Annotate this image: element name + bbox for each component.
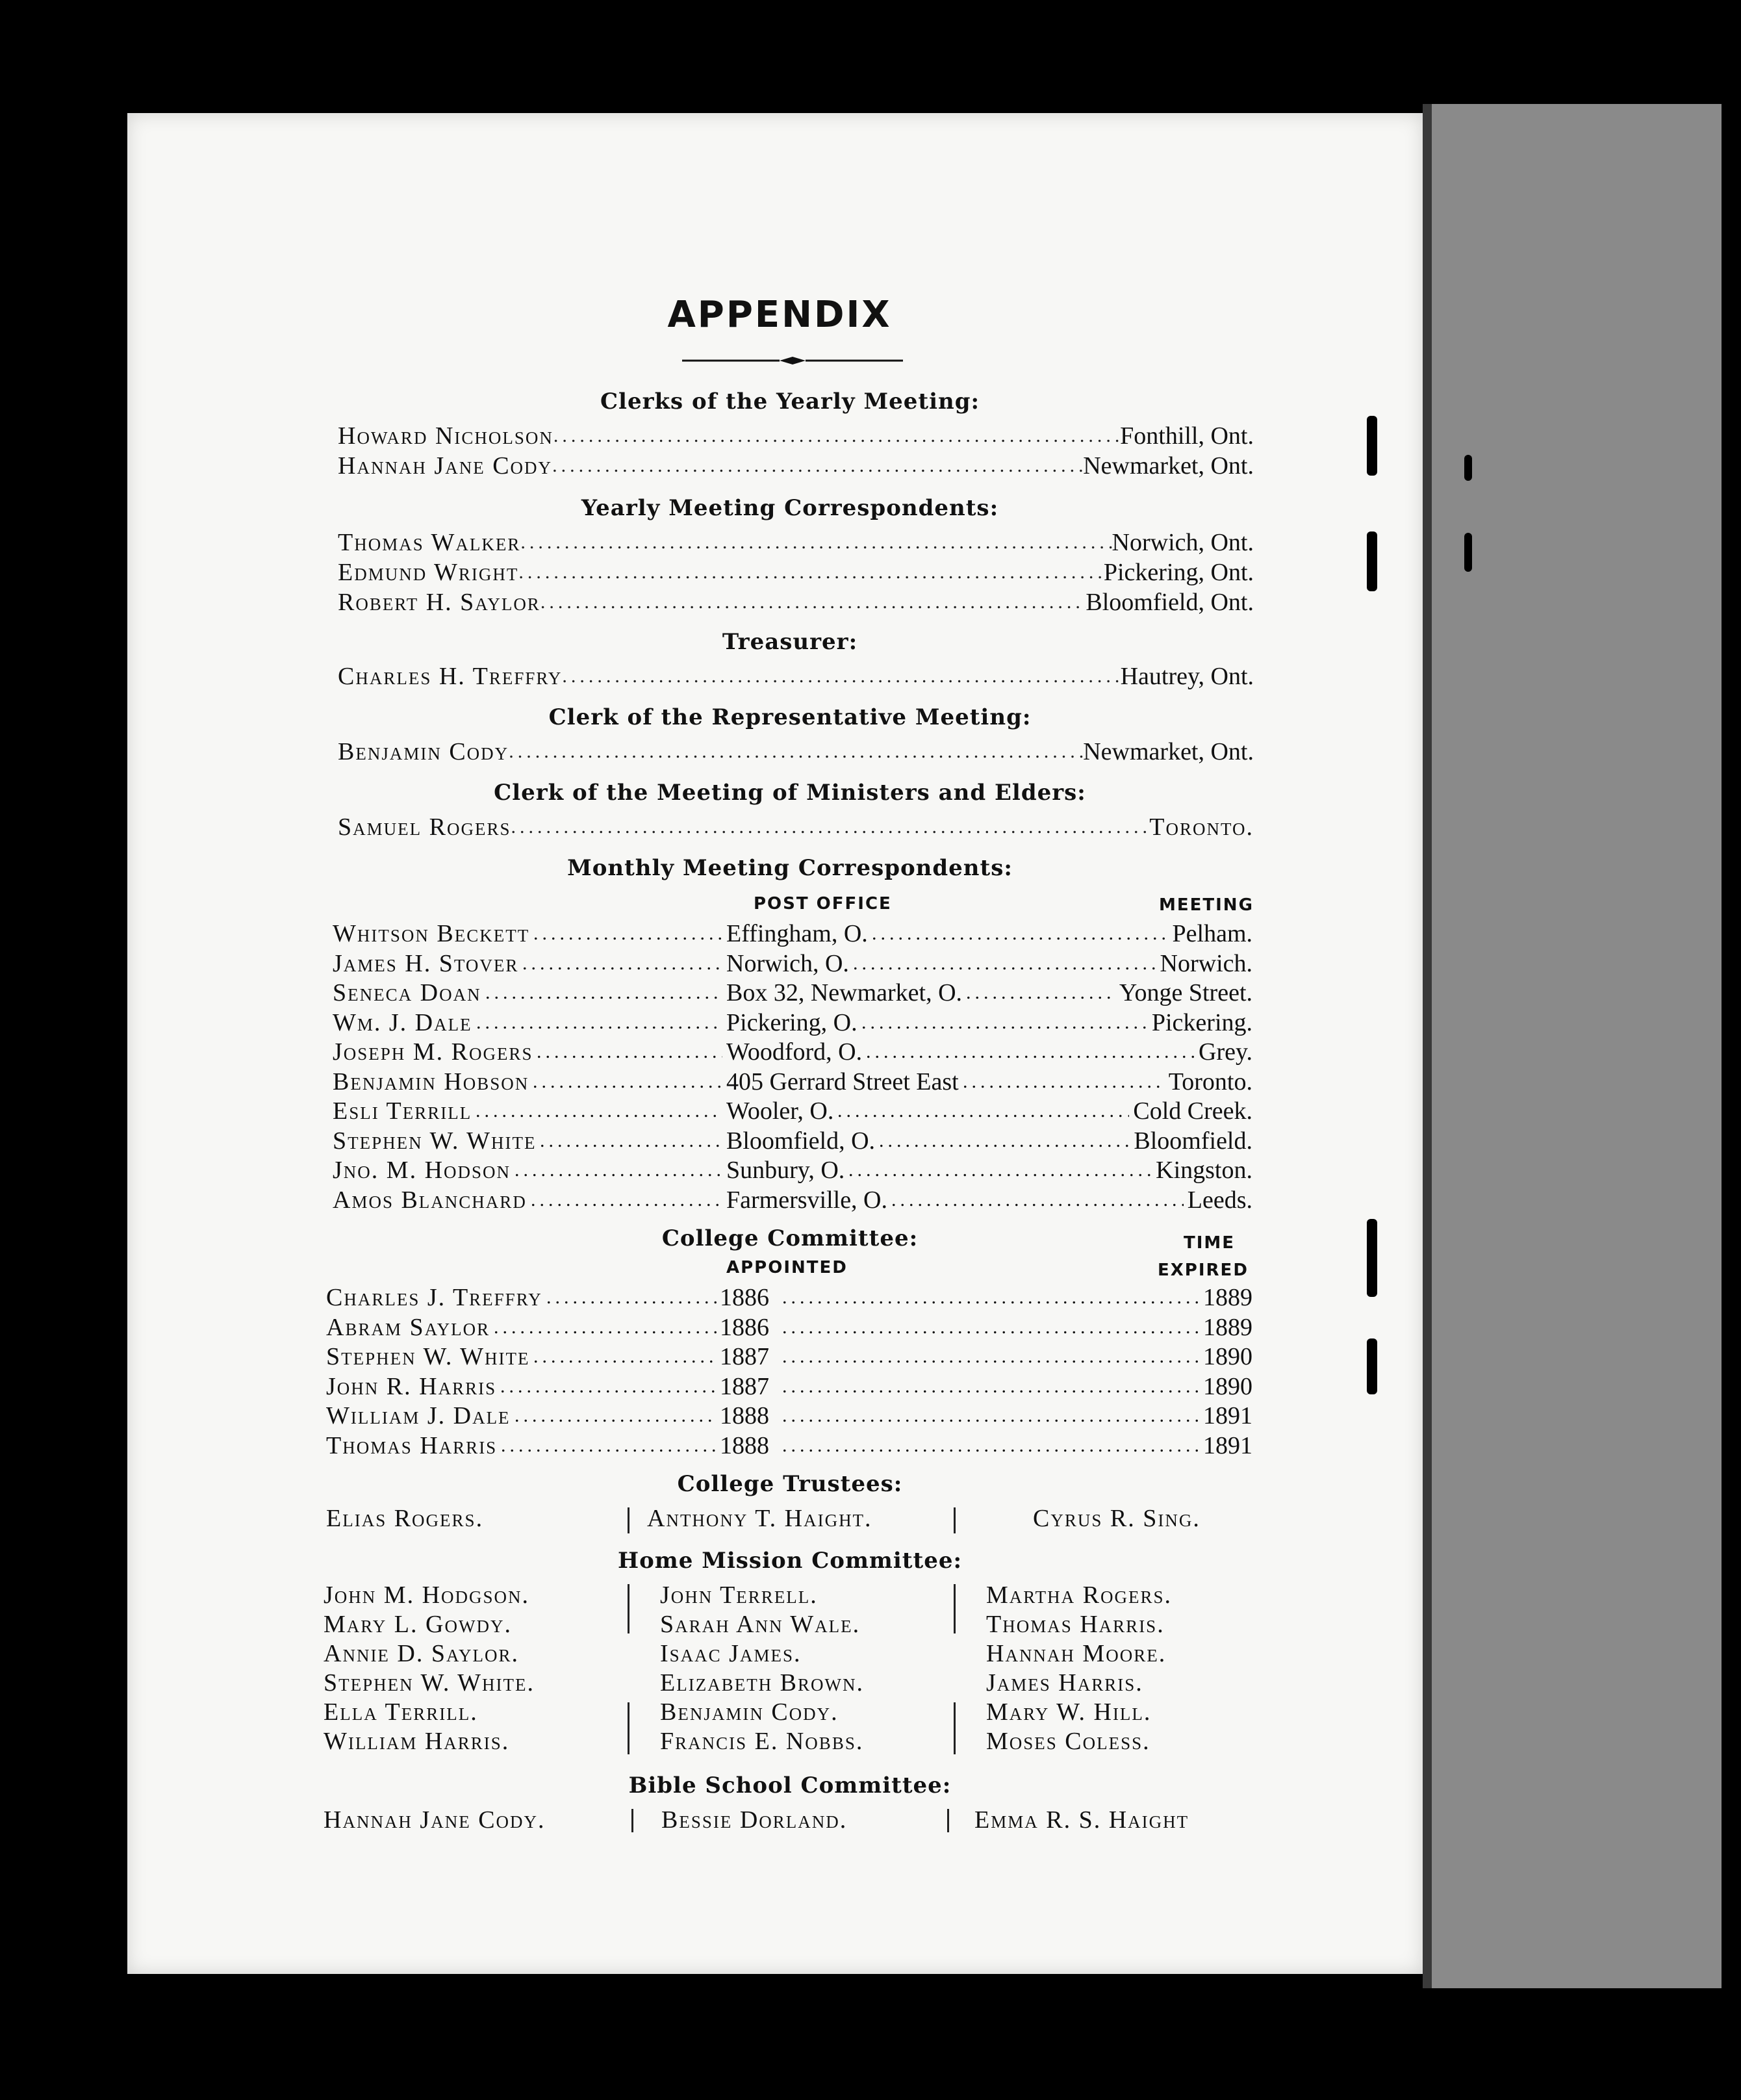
section-heading-clerk-representative: Clerk of the Representative Meeting:	[548, 704, 1032, 730]
list-item	[338, 528, 1254, 557]
list-item	[338, 737, 1254, 767]
list-item	[338, 661, 1254, 691]
dot-leader	[879, 1126, 1130, 1156]
meeting-name: Cold Creek.	[1133, 1097, 1252, 1125]
column-divider	[631, 1809, 633, 1832]
committee-member-name: Annie D. Saylor.	[324, 1640, 520, 1667]
committee-member-name: Elizabeth Brown.	[660, 1669, 865, 1697]
correspondent-name: James H. Stover	[333, 949, 519, 977]
committee-member-name: Francis E. Nobbs.	[660, 1728, 864, 1755]
column-divider	[954, 1702, 956, 1754]
correspondent-name: Stephen W. White	[333, 1127, 537, 1155]
column-header-time: TIME	[1184, 1233, 1236, 1253]
year-appointed: 1888	[720, 1402, 769, 1429]
committee-member-name: Ella Terrill.	[324, 1698, 478, 1726]
year-appointed: 1887	[720, 1372, 769, 1400]
meeting-name: Bloomfield.	[1134, 1127, 1252, 1155]
post-office: Woodford, O.	[726, 1038, 863, 1066]
list-item	[338, 421, 1254, 451]
column-divider	[628, 1584, 629, 1633]
entry-place: Toronto.	[1149, 813, 1254, 841]
correspondent-name: Amos Blanchard	[333, 1186, 527, 1214]
entry-name: Edmund Wright	[338, 559, 519, 586]
committee-member-name: John Terrell.	[660, 1581, 818, 1609]
table-row	[0, 949, 1299, 979]
dot-leader	[782, 1401, 1201, 1431]
entry-place: Norwich, Ont.	[1112, 529, 1254, 556]
column-divider	[628, 1507, 629, 1533]
entry-name: Howard Nicholson	[338, 422, 553, 450]
committee-member-name: Moses Coless.	[986, 1728, 1150, 1755]
entry-name: Thomas Walker	[338, 529, 521, 556]
meeting-name: Yonge Street.	[1119, 979, 1252, 1006]
year-expired: 1890	[1203, 1372, 1252, 1400]
dot-leader	[511, 812, 1149, 842]
section-heading-home-mission: Home Mission Committee:	[617, 1548, 963, 1574]
table-row	[0, 1283, 1299, 1312]
section-heading-yearly-correspondents: Yearly Meeting Correspondents:	[581, 495, 999, 521]
section-heading-clerks-yearly: Clerks of the Yearly Meeting:	[600, 389, 980, 415]
table-row	[0, 1401, 1299, 1431]
dot-leader	[848, 1155, 1152, 1185]
table-row	[0, 1372, 1299, 1402]
year-expired: 1889	[1203, 1284, 1252, 1311]
dot-leader	[963, 1067, 1165, 1097]
section-heading-monthly-correspondents: Monthly Meeting Correspondents:	[567, 855, 1013, 881]
dot-leader	[515, 1401, 717, 1431]
dot-leader	[520, 528, 1112, 557]
dot-leader	[782, 1312, 1201, 1342]
column-divider	[954, 1507, 956, 1533]
section-heading-college-committee: College Committee:	[661, 1225, 919, 1251]
dot-leader	[500, 1372, 717, 1402]
committee-member-name: James Harris.	[986, 1669, 1143, 1697]
year-expired: 1891	[1203, 1431, 1252, 1459]
trustee-name: Anthony T. Haight.	[647, 1505, 872, 1532]
correspondent-name: Benjamin Hobson	[333, 1068, 529, 1095]
dot-leader	[853, 949, 1156, 979]
table-row	[0, 1067, 1299, 1097]
correspondent-name: Whitson Beckett	[333, 920, 530, 947]
table-row	[0, 1008, 1299, 1038]
year-appointed: 1886	[720, 1313, 769, 1341]
dot-leader	[546, 1283, 717, 1312]
section-heading-treasurer: Treasurer:	[722, 629, 858, 655]
committee-member-name: John M. Hodgson.	[324, 1581, 530, 1609]
entry-place: Newmarket, Ont.	[1083, 738, 1254, 765]
section-heading-bible-school: Bible School Committee:	[628, 1773, 952, 1799]
dot-leader	[782, 1372, 1201, 1402]
entry-name: Robert H. Saylor	[338, 589, 540, 616]
dot-leader	[509, 737, 1083, 767]
meeting-name: Kingston.	[1156, 1157, 1252, 1184]
committee-member-name: Bessie Dorland.	[661, 1806, 848, 1834]
table-row	[0, 1037, 1299, 1067]
meeting-name: Pelham.	[1172, 920, 1252, 947]
correspondent-name: Joseph M. Rogers	[333, 1038, 533, 1066]
correspondent-name: Esli Terrill	[333, 1097, 472, 1125]
table-row	[0, 1126, 1299, 1156]
member-name: Thomas Harris	[326, 1431, 498, 1459]
trustee-name: Elias Rogers.	[326, 1505, 484, 1532]
entry-place: Newmarket, Ont.	[1083, 452, 1254, 480]
year-expired: 1890	[1203, 1343, 1252, 1370]
post-office: Norwich, O.	[726, 949, 849, 977]
column-header-post-office: POST OFFICE	[754, 894, 892, 914]
dot-leader	[531, 1185, 722, 1215]
post-office: Sunbury, O.	[726, 1157, 845, 1184]
dot-leader	[533, 1342, 717, 1372]
committee-member-name: Sarah Ann Wale.	[660, 1611, 861, 1638]
committee-member-name: Thomas Harris.	[986, 1611, 1165, 1638]
list-item	[338, 812, 1254, 842]
member-name: William J. Dale	[326, 1402, 511, 1429]
dot-leader	[562, 661, 1120, 691]
entry-name: Hannah Jane Cody	[338, 452, 553, 480]
entry-place: Pickering, Ont.	[1103, 559, 1254, 586]
dot-leader	[782, 1431, 1201, 1461]
table-row	[0, 1185, 1299, 1215]
dot-leader	[782, 1283, 1201, 1312]
list-item	[338, 451, 1254, 481]
table-row	[0, 1342, 1299, 1372]
committee-member-name: Hannah Jane Cody.	[324, 1806, 546, 1834]
dot-leader	[837, 1096, 1129, 1126]
table-row	[0, 978, 1299, 1008]
dot-leader	[782, 1342, 1201, 1372]
correspondent-name: Jno. M. Hodson	[333, 1157, 511, 1184]
committee-member-name: Martha Rogers.	[986, 1581, 1173, 1609]
dot-leader	[501, 1431, 717, 1461]
dot-leader	[552, 451, 1083, 481]
dot-leader	[476, 1008, 722, 1038]
member-name: Charles J. Treffry	[326, 1284, 542, 1311]
correspondent-name: Wm. J. Dale	[333, 1008, 472, 1036]
list-item	[338, 557, 1254, 587]
dot-leader	[522, 949, 722, 979]
dot-leader	[533, 919, 722, 949]
post-office: 405 Gerrard Street East	[726, 1068, 959, 1095]
dot-leader	[861, 1008, 1148, 1038]
entry-name: Benjamin Cody	[338, 738, 509, 765]
section-heading-college-trustees: College Trustees:	[677, 1471, 903, 1497]
table-row	[0, 1431, 1299, 1461]
year-appointed: 1887	[720, 1343, 769, 1370]
post-office: Wooler, O.	[726, 1097, 834, 1125]
entry-name: Charles H. Treffry	[338, 663, 563, 690]
dot-leader	[966, 978, 1115, 1008]
committee-member-name: William Harris.	[324, 1728, 510, 1755]
dot-leader	[494, 1312, 717, 1342]
column-divider	[954, 1584, 956, 1633]
post-office: Effingham, O.	[726, 920, 868, 947]
table-row	[0, 1096, 1299, 1126]
meeting-name: Toronto.	[1168, 1068, 1252, 1095]
entry-place: Fonthill, Ont.	[1120, 422, 1254, 450]
correspondent-name: Seneca Doan	[333, 979, 481, 1006]
dot-leader	[537, 1037, 722, 1067]
post-office: Farmersville, O.	[726, 1186, 888, 1214]
ornament-divider-icon	[682, 356, 903, 365]
dot-leader	[866, 1037, 1195, 1067]
committee-member-name: Mary W. Hill.	[986, 1698, 1152, 1726]
meeting-name: Leeds.	[1187, 1186, 1252, 1214]
dot-leader	[476, 1096, 722, 1126]
meeting-name: Grey.	[1199, 1038, 1252, 1066]
entry-name: Samuel Rogers	[338, 813, 511, 841]
trustee-name: Cyrus R. Sing.	[1033, 1505, 1201, 1532]
table-row	[0, 1155, 1299, 1185]
column-header-expired: EXPIRED	[1158, 1261, 1249, 1280]
meeting-name: Pickering.	[1151, 1008, 1252, 1036]
column-header-meeting: MEETING	[1159, 895, 1254, 915]
committee-member-name: Mary L. Gowdy.	[324, 1611, 512, 1638]
member-name: Abram Saylor	[326, 1313, 490, 1341]
section-heading-clerk-ministers: Clerk of the Meeting of Ministers and Elders:	[494, 780, 1086, 806]
committee-member-name: Isaac James.	[660, 1640, 802, 1667]
list-item	[338, 587, 1254, 617]
committee-member-name: Benjamin Cody.	[660, 1698, 839, 1726]
post-office: Pickering, O.	[726, 1008, 858, 1036]
entry-place: Bloomfield, Ont.	[1086, 589, 1254, 616]
column-divider	[628, 1702, 629, 1754]
year-appointed: 1886	[720, 1284, 769, 1311]
post-office: Box 32, Newmarket, O.	[726, 979, 963, 1006]
column-header-appointed: APPOINTED	[726, 1258, 848, 1277]
committee-member-name: Hannah Moore.	[986, 1640, 1167, 1667]
meeting-name: Norwich.	[1160, 949, 1252, 977]
dot-leader	[540, 587, 1086, 617]
member-name: John R. Harris	[326, 1372, 497, 1400]
dot-leader	[518, 557, 1103, 587]
dot-leader	[553, 421, 1120, 451]
committee-member-name: Emma R. S. Haight	[974, 1806, 1189, 1834]
post-office: Bloomfield, O.	[726, 1127, 876, 1155]
dot-leader	[485, 978, 722, 1008]
dot-leader	[515, 1155, 722, 1185]
table-row	[0, 1312, 1299, 1342]
member-name: Stephen W. White	[326, 1343, 530, 1370]
entry-place: Hautrey, Ont.	[1120, 663, 1254, 690]
year-expired: 1889	[1203, 1313, 1252, 1341]
table-row	[0, 919, 1299, 949]
committee-member-name: Stephen W. White.	[324, 1669, 535, 1697]
dot-leader	[872, 919, 1169, 949]
dot-leader	[533, 1067, 722, 1097]
dot-leader	[891, 1185, 1184, 1215]
page-title: APPENDIX	[667, 294, 892, 336]
column-divider	[947, 1809, 949, 1832]
year-expired: 1891	[1203, 1402, 1252, 1429]
dot-leader	[540, 1126, 722, 1156]
year-appointed: 1888	[720, 1431, 769, 1459]
